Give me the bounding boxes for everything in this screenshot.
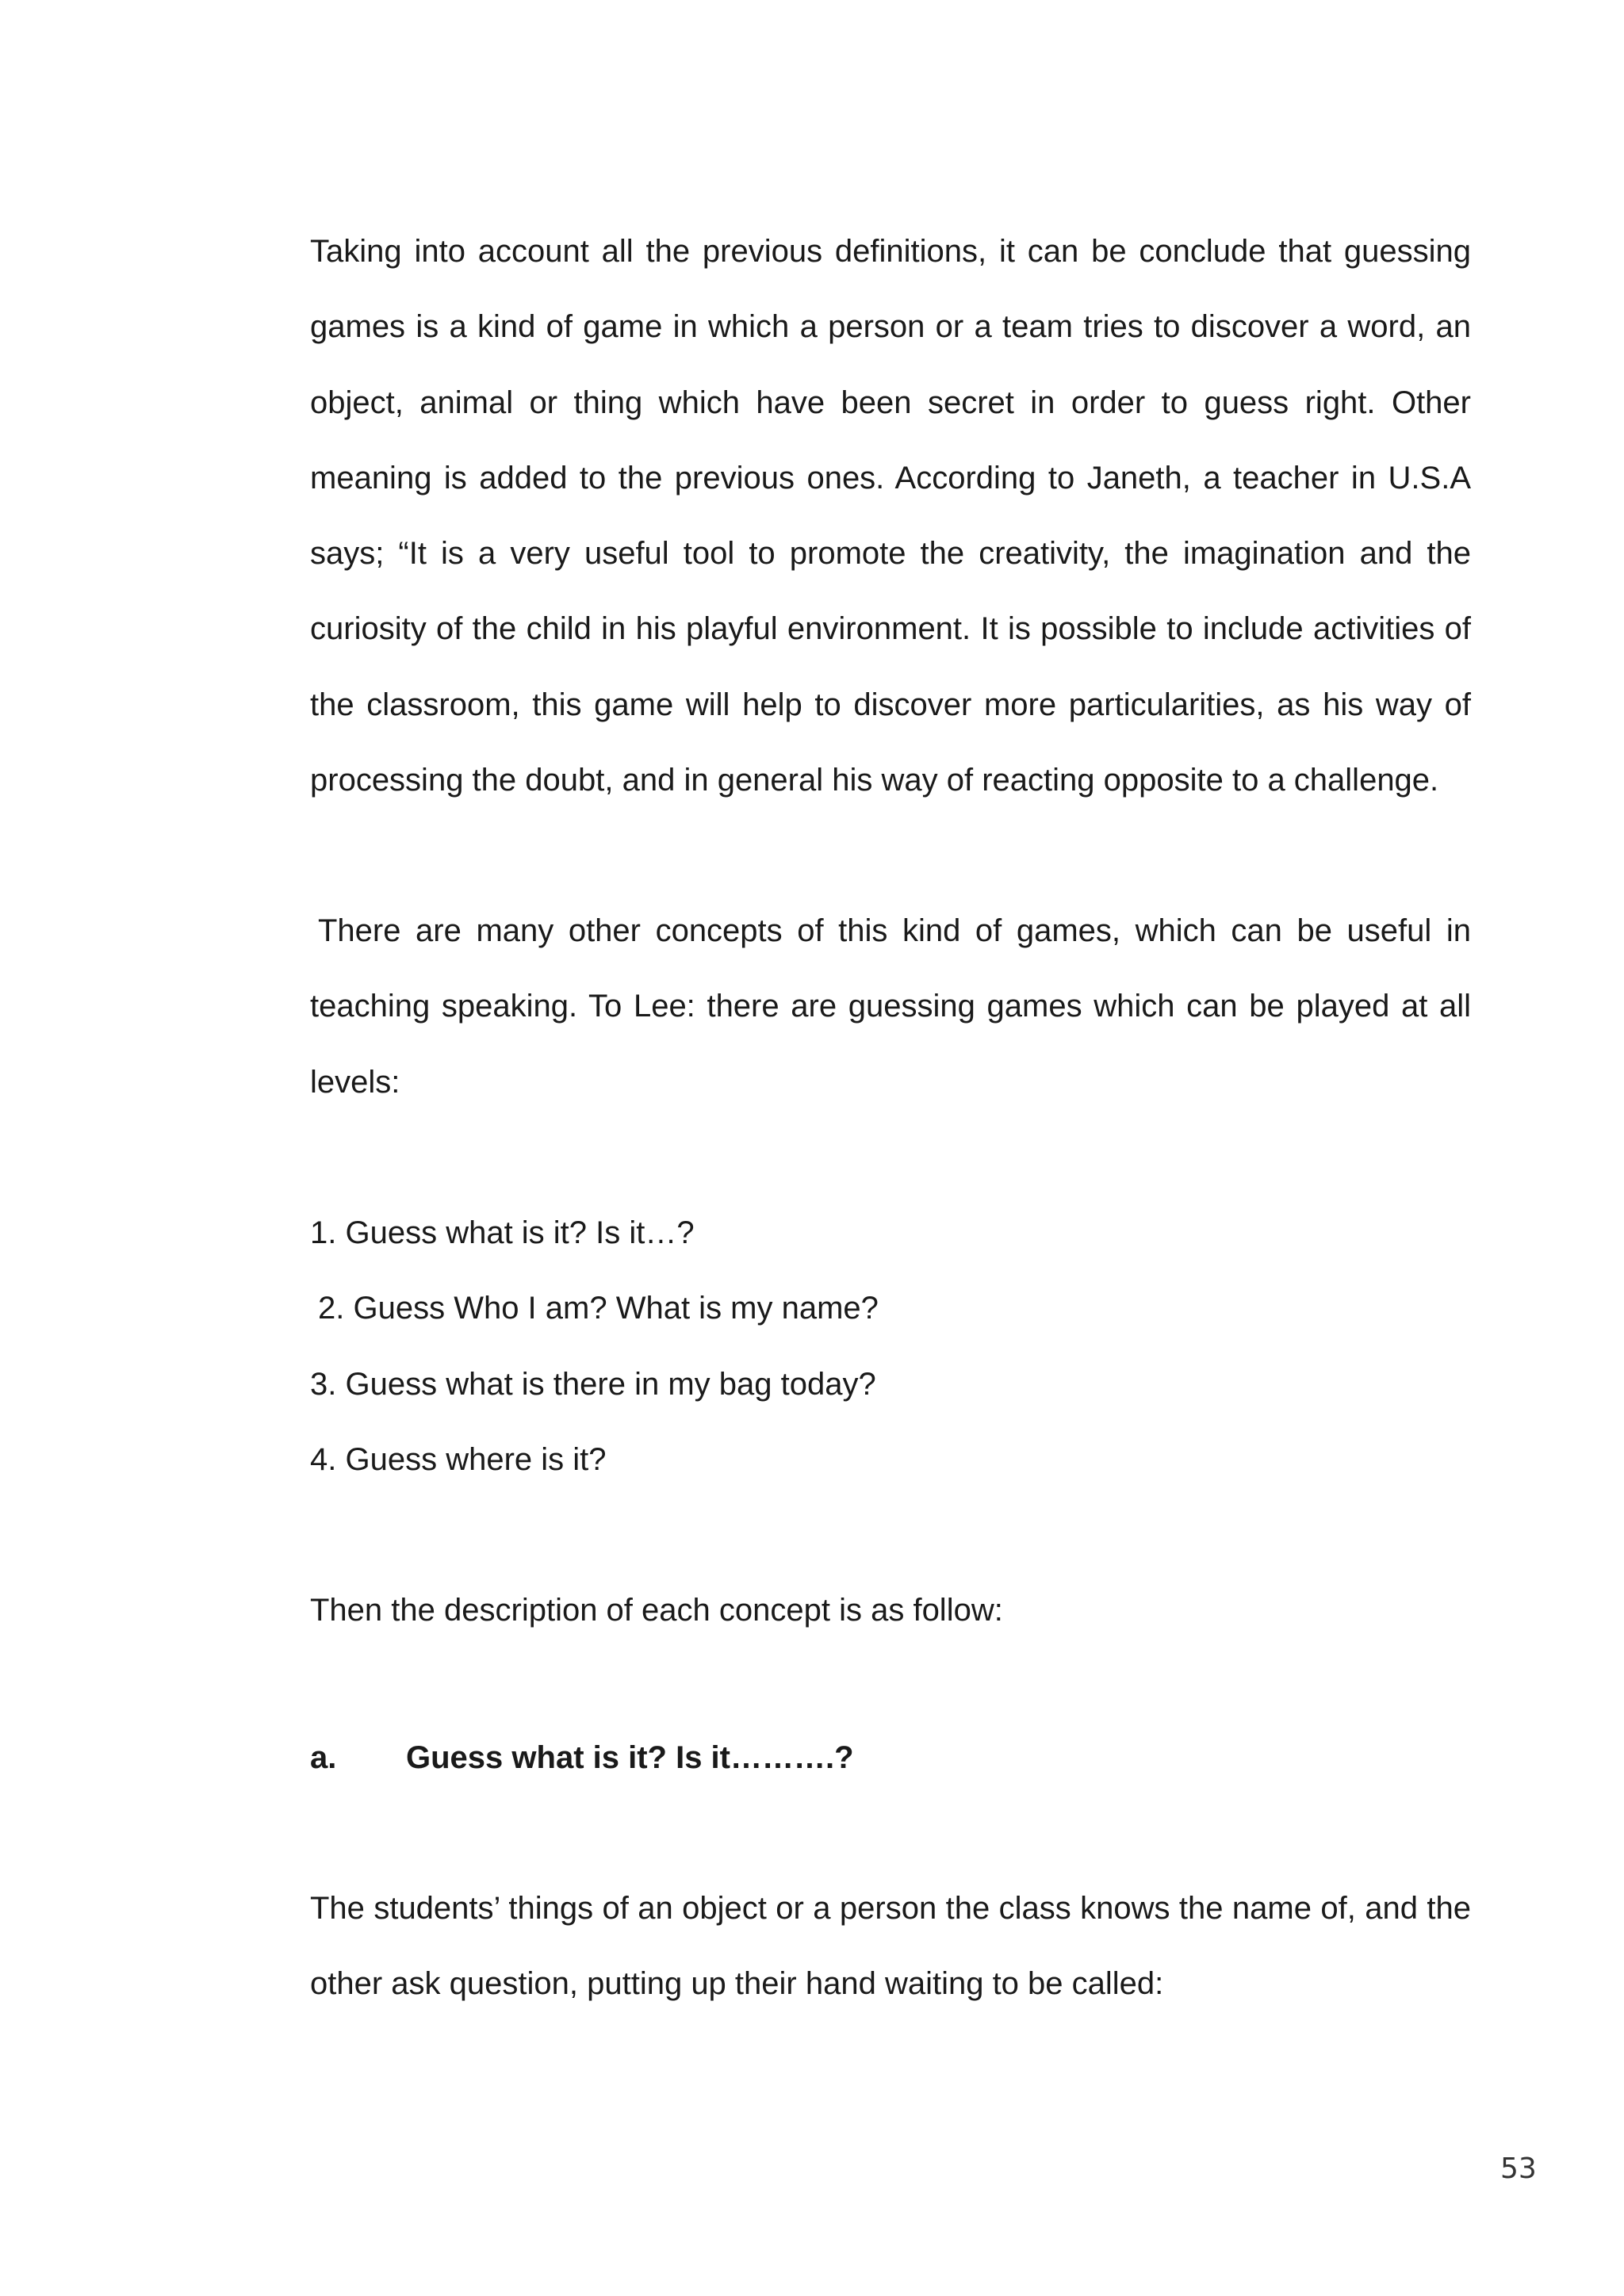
paragraph-definition-summary: Taking into account all the previous definitions, it can be conclude that guessing games is a kind of game in which a person or a team tries to discover a word, an object, animal or thing which have been secret in order to guess right. Other meaning is added to the previous ones. According to Janeth, a teacher in U.S.A says; “It is a very useful tool to promote the creativity, the imagination and the curiosity of the child in his playful environment. It is possible to include activities of the classroom, this game will help to discover more particularities, as his way of processing the doubt, and in general his way of reacting opposite to a challenge. xyxy=(310,234,1471,798)
description-intro-line: Then the description of each concept is as follow: xyxy=(310,1593,1003,1628)
guessing-games-list xyxy=(310,1196,1471,1498)
list-item: 2. Guess Who I am? What is my name? xyxy=(318,1291,879,1326)
list-item: 4. Guess where is it? xyxy=(310,1441,607,1477)
paragraph-students-game: The students’ things of an object or a person the class knows the name of, and the other ask question, putting up their hand waiting to be called: xyxy=(310,1891,1471,2002)
section-heading-title: Guess what is it? Is it……….? xyxy=(406,1740,854,1775)
list-item: 3. Guess what is there in my bag today? xyxy=(310,1366,876,1402)
section-heading xyxy=(310,1720,854,1796)
paragraph-other-concepts: There are many other concepts of this kind of games, which can be useful in teaching speaking. To Lee: there are guessing games which can be played at all levels: xyxy=(310,913,1471,1100)
section-heading-letter: a. xyxy=(310,1740,337,1775)
page-number: 53 xyxy=(1500,2152,1537,2185)
list-item: 1. Guess what is it? Is it…? xyxy=(310,1215,695,1250)
